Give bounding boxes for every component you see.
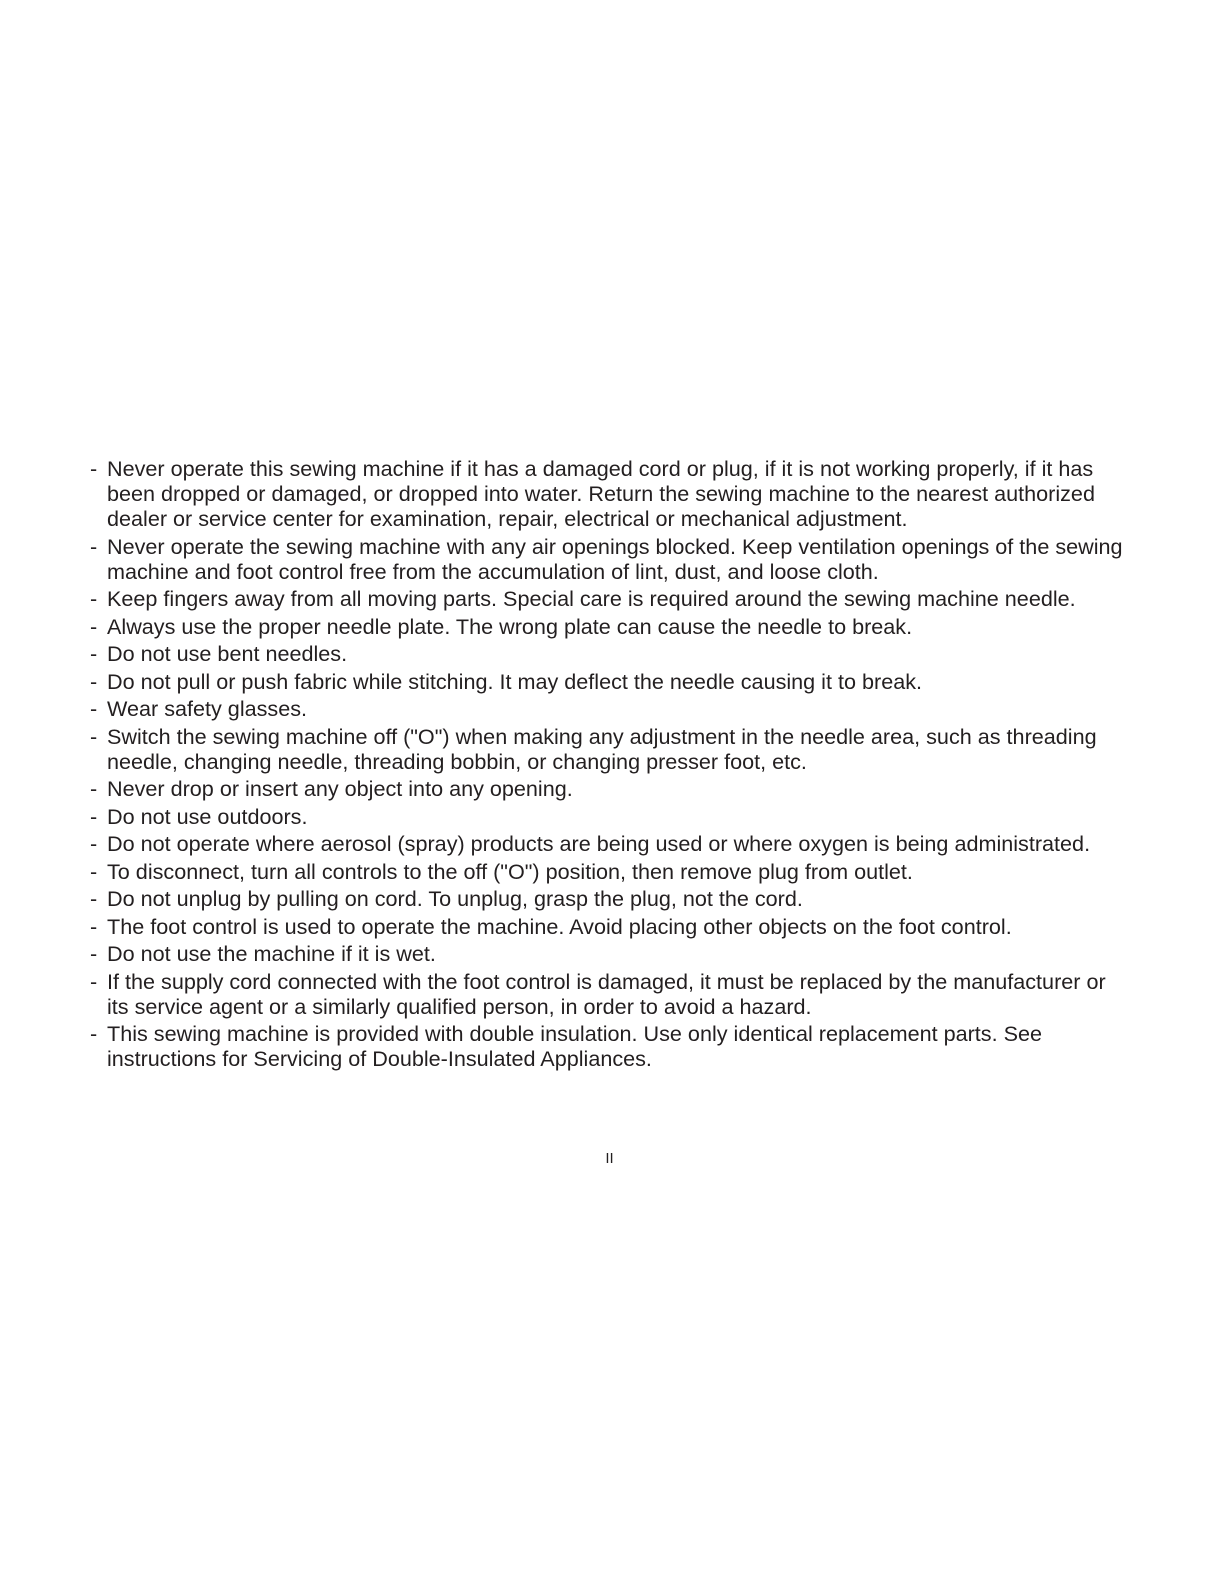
list-item: [90, 914, 1130, 939]
instruction-text: This sewing machine is provided with double insulation. Use only identical replacement parts. See instructions for Servicing of Double-Insulated Appliances.: [107, 1021, 1043, 1071]
list-item: [90, 776, 1130, 801]
list-item: [90, 614, 1130, 639]
bullet-dash: -: [90, 668, 98, 694]
instruction-text: If the supply cord connected with the foot control is damaged, it must be replaced by the manufacturer or its service agent or a similarly qualified person, in order to avoid a hazard.: [107, 968, 1106, 1019]
list-item: [90, 534, 1130, 584]
instruction-text: Keep fingers away from all moving parts. Special care is required around the sewing machine needle.: [107, 586, 1076, 611]
instruction-text: Do not use the machine if it is wet.: [107, 941, 436, 966]
list-item: [90, 941, 1130, 966]
instruction-text: Wear safety glasses.: [107, 696, 308, 721]
list-item: [90, 456, 1130, 531]
instruction-text: Do not unplug by pulling on cord. To unplug, grasp the plug, not the cord.: [107, 886, 803, 911]
bullet-dash: -: [90, 803, 98, 829]
list-item: [90, 586, 1130, 611]
bullet-dash: -: [90, 941, 98, 966]
instruction-text: Never operate this sewing machine if it has a damaged cord or plug, if it is not working properly, if it has been dropped or damaged, or dropped into water. Return the sewing machine to the nearest authorized dealer or service center for examination, repair, electrical or mechanical adjustment.: [107, 456, 1095, 531]
instruction-text: The foot control is used to operate the machine. Avoid placing other objects on the foot control.: [107, 913, 1012, 939]
list-item: [90, 886, 1130, 911]
bullet-dash: -: [90, 776, 98, 801]
bullet-dash: -: [90, 641, 98, 666]
bullet-dash: -: [90, 831, 98, 856]
instruction-text: Do not use outdoors.: [107, 803, 308, 829]
list-item: [90, 831, 1130, 856]
list-item: [90, 859, 1130, 884]
bullet-dash: -: [90, 533, 98, 559]
bullet-dash: -: [90, 696, 98, 721]
instruction-text: Do not use bent needles.: [107, 641, 348, 666]
bullet-dash: -: [90, 968, 98, 994]
instruction-text: Do not operate where aerosol (spray) products are being used or where oxygen is being administrated.: [107, 831, 1091, 856]
page-number: II: [605, 1150, 614, 1167]
bullet-dash: -: [90, 586, 98, 611]
list-item: [90, 724, 1130, 774]
bullet-dash: -: [90, 913, 98, 939]
list-item: [90, 669, 1130, 694]
bullet-dash: -: [90, 1021, 98, 1046]
list-item: [90, 696, 1130, 721]
list-item: [90, 804, 1130, 829]
instruction-text: Never drop or insert any object into any opening.: [107, 776, 573, 801]
bullet-dash: -: [90, 858, 98, 884]
instruction-text: Switch the sewing machine off ("O") when making any adjustment in the needle area, such as threading needle, changing needle, threading bobbin, or changing presser foot, etc.: [107, 723, 1097, 774]
instruction-text: Do not pull or push fabric while stitching. It may deflect the needle causing it to break.: [107, 668, 923, 694]
bullet-dash: -: [90, 456, 98, 481]
bullet-dash: -: [90, 613, 98, 639]
bullet-dash: -: [90, 723, 98, 749]
safety-instructions-list: [90, 456, 1130, 1074]
list-item: [90, 641, 1130, 666]
instruction-text: Never operate the sewing machine with any air openings blocked. Keep ventilation openings of the sewing machine and foot control free from the accumulation of lint, dust, and loose cloth.: [107, 533, 1123, 584]
instruction-text: To disconnect, turn all controls to the off ("O") position, then remove plug from outlet.: [107, 858, 913, 884]
list-item: [90, 969, 1130, 1019]
bullet-dash: -: [90, 886, 98, 911]
instruction-text: Always use the proper needle plate. The wrong plate can cause the needle to break.: [107, 613, 913, 639]
list-item: [90, 1021, 1130, 1071]
